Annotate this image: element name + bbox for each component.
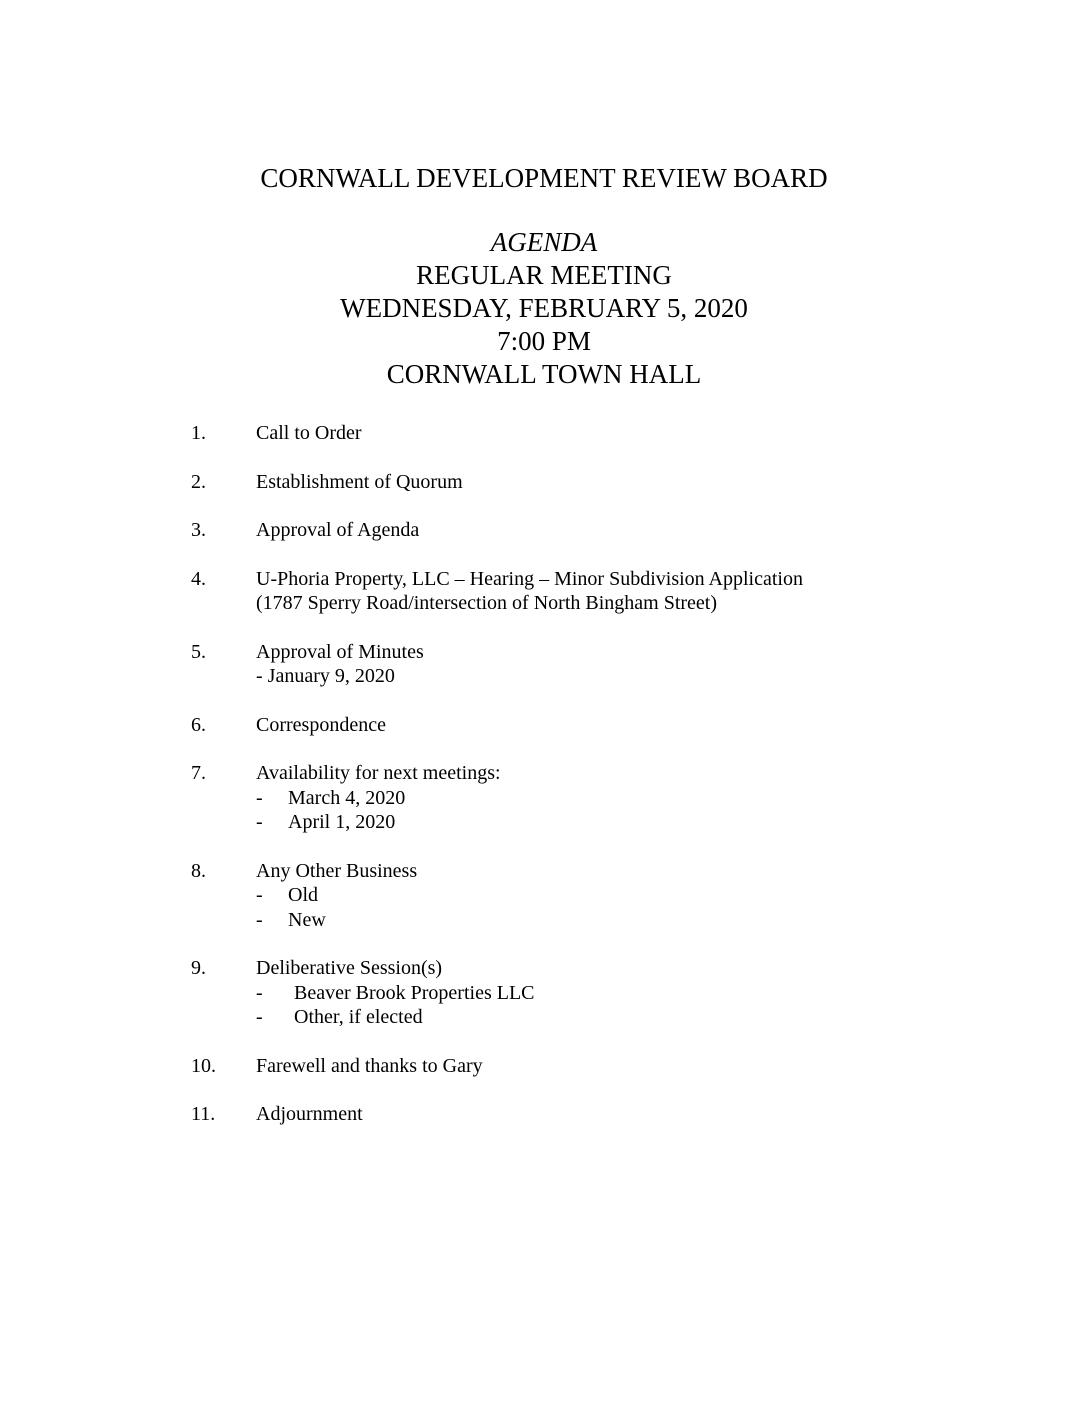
meeting-location: CORNWALL TOWN HALL [386,359,702,389]
agenda-item [0,421,1088,446]
sub-item-text: New [288,908,326,931]
agenda-item [0,470,1088,495]
agenda-item [0,1054,1088,1079]
dash-bullet: - [256,981,263,1004]
dash-bullet: - [256,786,263,809]
agenda-item [0,761,1088,835]
meeting-date: WEDNESDAY, FEBRUARY 5, 2020 [340,293,748,323]
dash-bullet: - [256,1006,263,1028]
meeting-type: REGULAR MEETING [416,260,672,290]
dash-bullet: - [256,908,263,931]
item-number: 8. [191,859,206,882]
sub-item [256,908,1088,933]
agenda-item [0,859,1088,933]
item-detail: - January 9, 2020 [256,665,395,687]
item-title: Farewell and thanks to Gary [256,1054,483,1077]
sub-item-text: March 4, 2020 [288,786,406,809]
item-title: Approval of Minutes [256,640,424,663]
item-title: U-Phoria Property, LLC – Hearing – Minor Subdivision Application [256,567,803,590]
sub-item [256,1005,1088,1030]
agenda-item [0,713,1088,738]
item-title: Correspondence [256,713,386,736]
agenda-items [0,421,1088,1151]
agenda-item [0,518,1088,543]
item-number: 11. [191,1103,216,1125]
item-title: Call to Order [256,422,362,444]
item-number: 1. [191,422,206,444]
dash-bullet: - [256,884,263,906]
item-number: 9. [191,957,206,979]
sub-item-text: Other, if elected [294,1006,423,1028]
item-number: 3. [191,519,206,541]
agenda-item [0,640,1088,689]
sub-item [256,981,1088,1006]
dash-bullet: - [256,811,263,833]
item-number: 5. [191,640,206,663]
agenda-item [0,956,1088,1030]
sub-item [256,786,1088,811]
sub-item-text: Beaver Brook Properties LLC [294,981,535,1004]
sub-item [256,810,1088,835]
item-title: Availability for next meetings: [256,762,501,784]
board-title: CORNWALL DEVELOPMENT REVIEW BOARD [260,163,828,193]
agenda-heading: AGENDA [490,227,598,257]
sub-item-text: April 1, 2020 [288,811,396,833]
item-title: Establishment of Quorum [256,470,463,493]
item-number: 6. [191,713,206,736]
agenda-item [0,1102,1088,1127]
item-title: Deliberative Session(s) [256,957,443,979]
agenda-item [0,567,1088,616]
meeting-header [0,226,1088,391]
sub-item [256,883,1088,908]
item-title: Any Other Business [256,859,418,882]
item-number: 10. [191,1054,216,1077]
item-title: Approval of Agenda [256,519,420,541]
item-detail: (1787 Sperry Road/intersection of North Bingham Street) [256,592,718,614]
item-number: 4. [191,567,206,590]
sub-item-text: Old [288,884,318,906]
item-title: Adjournment [256,1103,363,1125]
meeting-time: 7:00 PM [497,326,591,356]
item-number: 7. [191,762,206,784]
item-number: 2. [191,470,206,493]
